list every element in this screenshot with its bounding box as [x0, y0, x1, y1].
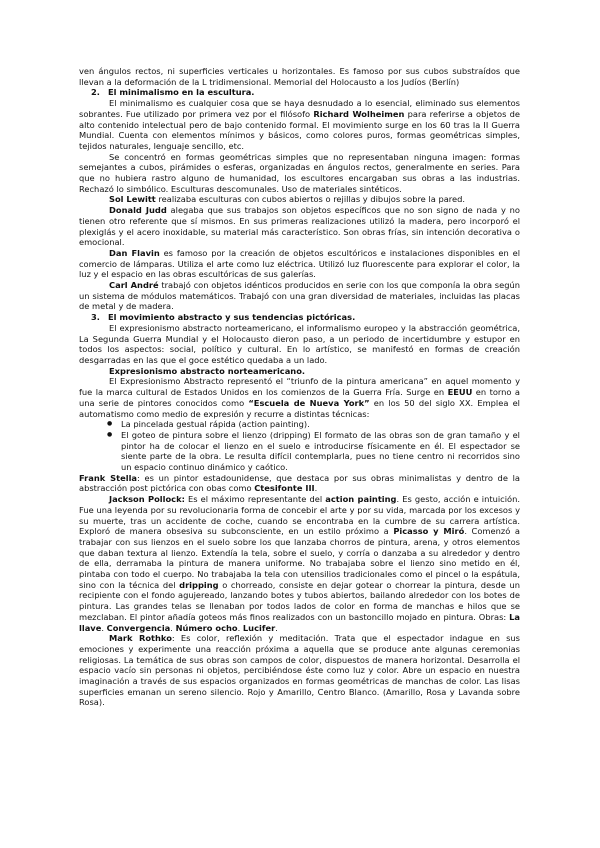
bold-term: Convergencia: [106, 622, 171, 633]
bold-term: Ctesifonte III: [254, 483, 315, 494]
bold-name: Sol Lewitt: [109, 194, 156, 205]
bold-name: Dan Flavin: [109, 247, 160, 258]
paragraph-sol-lewitt: [79, 194, 520, 205]
list-item: ● La pincelada gestual rápida (action painting).: [107, 419, 520, 430]
text: . Comenzó a trabajar con sus lienzos en el suelo sobre los que lanzaba chorros de pintura, arena, y otros elementos que daban textura al lienzo. Extendía la tela, sobre el suelo, y corría o danzaba a su alrededor y dentro de ella, derramaba la pintura de manera uniforme. No trabajaba sobre el lienzo sino metido en él, pintaba con todo el cuerpo. No trabajaba la tela con utensilios tradicionales como el pincel o la espátula, sino con la técnica del: [79, 526, 520, 590]
paragraph-minimalism-definition: [79, 98, 520, 152]
text: .: [275, 622, 278, 633]
section-heading-minimalism: [79, 87, 520, 98]
text: : es un pintor estadounidense, que destaca por sus obras minimalistas y dentro de la abstracción post pictórica con obas como: [79, 472, 520, 494]
paragraph-donald-judd: [79, 205, 520, 248]
paragraph-abstract-expressionism-intro: El expresionismo abstracto norteamericano, el informalismo europeo y la abstracción geométrica, La Segunda Guerra Mundial y el Holocausto dieron paso, a un periodo de incertidumbre y estupor en todos los aspectos: social, político y cultural. En lo artístico, se manifestó en formas de creación desgarradas en las que el goce estético quedaba a un lado.: [79, 322, 520, 365]
section-number: 3.: [91, 312, 100, 323]
text: : Es color, reflexión y meditación. Trata que el espectador indague en sus emociones y experimente una reacción próxima a aquella que se produce ante algunas ceremonias religiosas. La temática de sus obras son campos de color, dispuestos de manera horizontal. Desarrolla el espacio vacío sin personas ni objetos, percibiéndose éste como luz y color. Abre un espacio en nuestra imaginación a través de sus espacios organizados en formas geométricas de manchas de color. Las lisas superficies emanan un sereno silencio. Rojo y Amarillo, Centro Blanco. (Amarillo, Rosa y Lavanda sobre Rosa).: [79, 633, 520, 708]
text: El minimalismo es cualquier cosa que se haya desnudado a lo esencial, eliminado sus elementos sobrantes. Fue utilizado por primera vez por el filósofo: [79, 98, 520, 119]
list-item: ● El goteo de pintura sobre el lienzo (dripping) El formato de las obras son de gran tamaño y el pintor ha de colocar el lienzo en el suelo e introducirse físicamente en él. El espectador se siente parte de la obra. Le resulta difícil contemplarla, pues no tiene centro ni recorridos sino un espacio continuo dinámico y caótico.: [107, 430, 520, 473]
subheading-expresionismo-abstracto: Expresionismo abstracto norteamericano.: [109, 365, 306, 376]
section-title: El minimalismo en la escultura.: [108, 87, 255, 98]
paragraph-geometric-forms: Se concentró en formas geométricas simples que no representaban ninguna imagen: formas semejantes a cubos, pirámides o esferas, organizadas en ángulos rectos, generalmente en series. Para que no hubiera rastro alguno de humanidad, los escultores encargaban sus obras a las industrias. Rechazó lo simbólico. Esculturas descomunales. Uso de materiales sintéticos.: [79, 151, 520, 194]
text: para referirse a objetos de alto contenido intelectual pero de bajo contenido formal. El movimiento surge en los 60 tras la II Guerra Mundial. Cuenta con elementos mínimos y básicos, como colores puros, formas geométricas simples, tejidos naturales, lenguaje sencillo, etc.: [79, 108, 520, 151]
text: realizaba esculturas con cubos abiertos o rejillas y dibujos sobre la pared.: [155, 194, 466, 205]
paragraph-mark-rothko: [79, 633, 520, 708]
bold-name: Richard Wolheimen: [313, 108, 405, 119]
text: es famoso por la creación de objetos escultóricos e instalaciones disponibles en el comercio de lámparas. Utiliza el arte como luz eléctrica. Utilizó luz fluorescente para explorar el color, la luz y el espacio en las obras escultóricas de sus galerías.: [79, 247, 520, 280]
text: alegaba que sus trabajos son objetos específicos que no son signo de nada y no tienen otro referente que sí mismos. En sus primeras realizaciones utilizó la madera, pero incorporó el plexiglás y el acero inoxidable, su material más característico. Son obras frías, sin intención decorativa o emocional.: [79, 205, 520, 248]
section-heading-abstract-movement: [79, 312, 520, 323]
text: .: [170, 622, 176, 633]
text: . Es gesto, acción e intuición. Fue una leyenda por su revolucionaria forma de concebir el arte y por su vida, marcada por los excesos y su muerte, tras un accidente de coche, cuando se encontraba en la cumbre de su carrera artística. Exploró de manera obsesiva su subconsciente, en un estilo próximo a: [79, 494, 520, 537]
text: o chorreado, consiste en dejar gotear o chorrear la pintura, desde un recipiente con el fondo agujereado, lanzando botes y tubos abiertos, bailando alrededor con los botes de pintura. Las grandes telas se llenaban por todos lados de color en forma de manchas e hilos que se mezclaban. El pintor añadía goteos más finos realizados con un bastoncillo mojado en pintura. Obras:: [79, 579, 520, 622]
text: en torno a una serie de pintores conocidos como: [79, 387, 520, 408]
bold-name: Carl André: [109, 280, 159, 291]
bold-term: EEUU: [447, 387, 473, 398]
bold-term: Lucifer: [242, 622, 276, 633]
bold-term: “Escuela de Nueva York”: [248, 397, 370, 408]
bold-name: Jackson Pollock:: [109, 494, 185, 505]
bold-name: Frank Stella: [79, 472, 138, 483]
bold-term: Picasso y Miró: [393, 526, 465, 537]
paragraph-frank-stella: [79, 473, 520, 494]
bold-term: dripping: [179, 579, 219, 590]
text: .: [237, 622, 243, 633]
section-number: 2.: [91, 87, 100, 98]
techniques-list: [79, 419, 520, 473]
text: trabajó con objetos idénticos producidos en serie con los que componía la obra según un sistema de módulos matemáticos. Trabajó con una gran diversidad de materiales, incluidas las placas de metal y de madera.: [79, 280, 521, 312]
paragraph-dan-flavin: [79, 248, 520, 280]
section-title: El movimiento abstracto y sus tendencias pictóricas.: [108, 312, 356, 323]
text: Es el máximo representante del: [184, 494, 326, 505]
bold-name: Donald Judd: [109, 205, 167, 216]
bold-term: action painting: [325, 494, 397, 505]
text: .: [101, 622, 107, 633]
text: .: [314, 483, 318, 494]
paragraph-carl-andre: [79, 280, 520, 312]
paragraph-triunfo-pintura: [79, 376, 520, 419]
bold-term: Número ocho: [175, 622, 238, 633]
text: en los 50 del siglo XX. Emplea el automatismo como medio de expresión y recurre a distintas técnicas:: [79, 397, 520, 419]
bold-name: Mark Rothko: [109, 633, 172, 644]
bold-term: La llave: [79, 611, 520, 633]
text: El Expresionismo Abstracto representó el “triunfo de la pintura americana” en aquel momento y fue la marca cultural de Estados Unidos en los comienzos de la Guerra Fría. Surge en: [79, 376, 520, 398]
paragraph-jackson-pollock: [79, 494, 520, 633]
paragraph-holocaust-memorial: ven ángulos rectos, ni superficies verticales u horizontales. Es famoso por sus cubos substraídos que llevan a la deformación de la L tridimensional. Memorial del Holocausto a los Judíos (Berlín): [79, 66, 520, 87]
